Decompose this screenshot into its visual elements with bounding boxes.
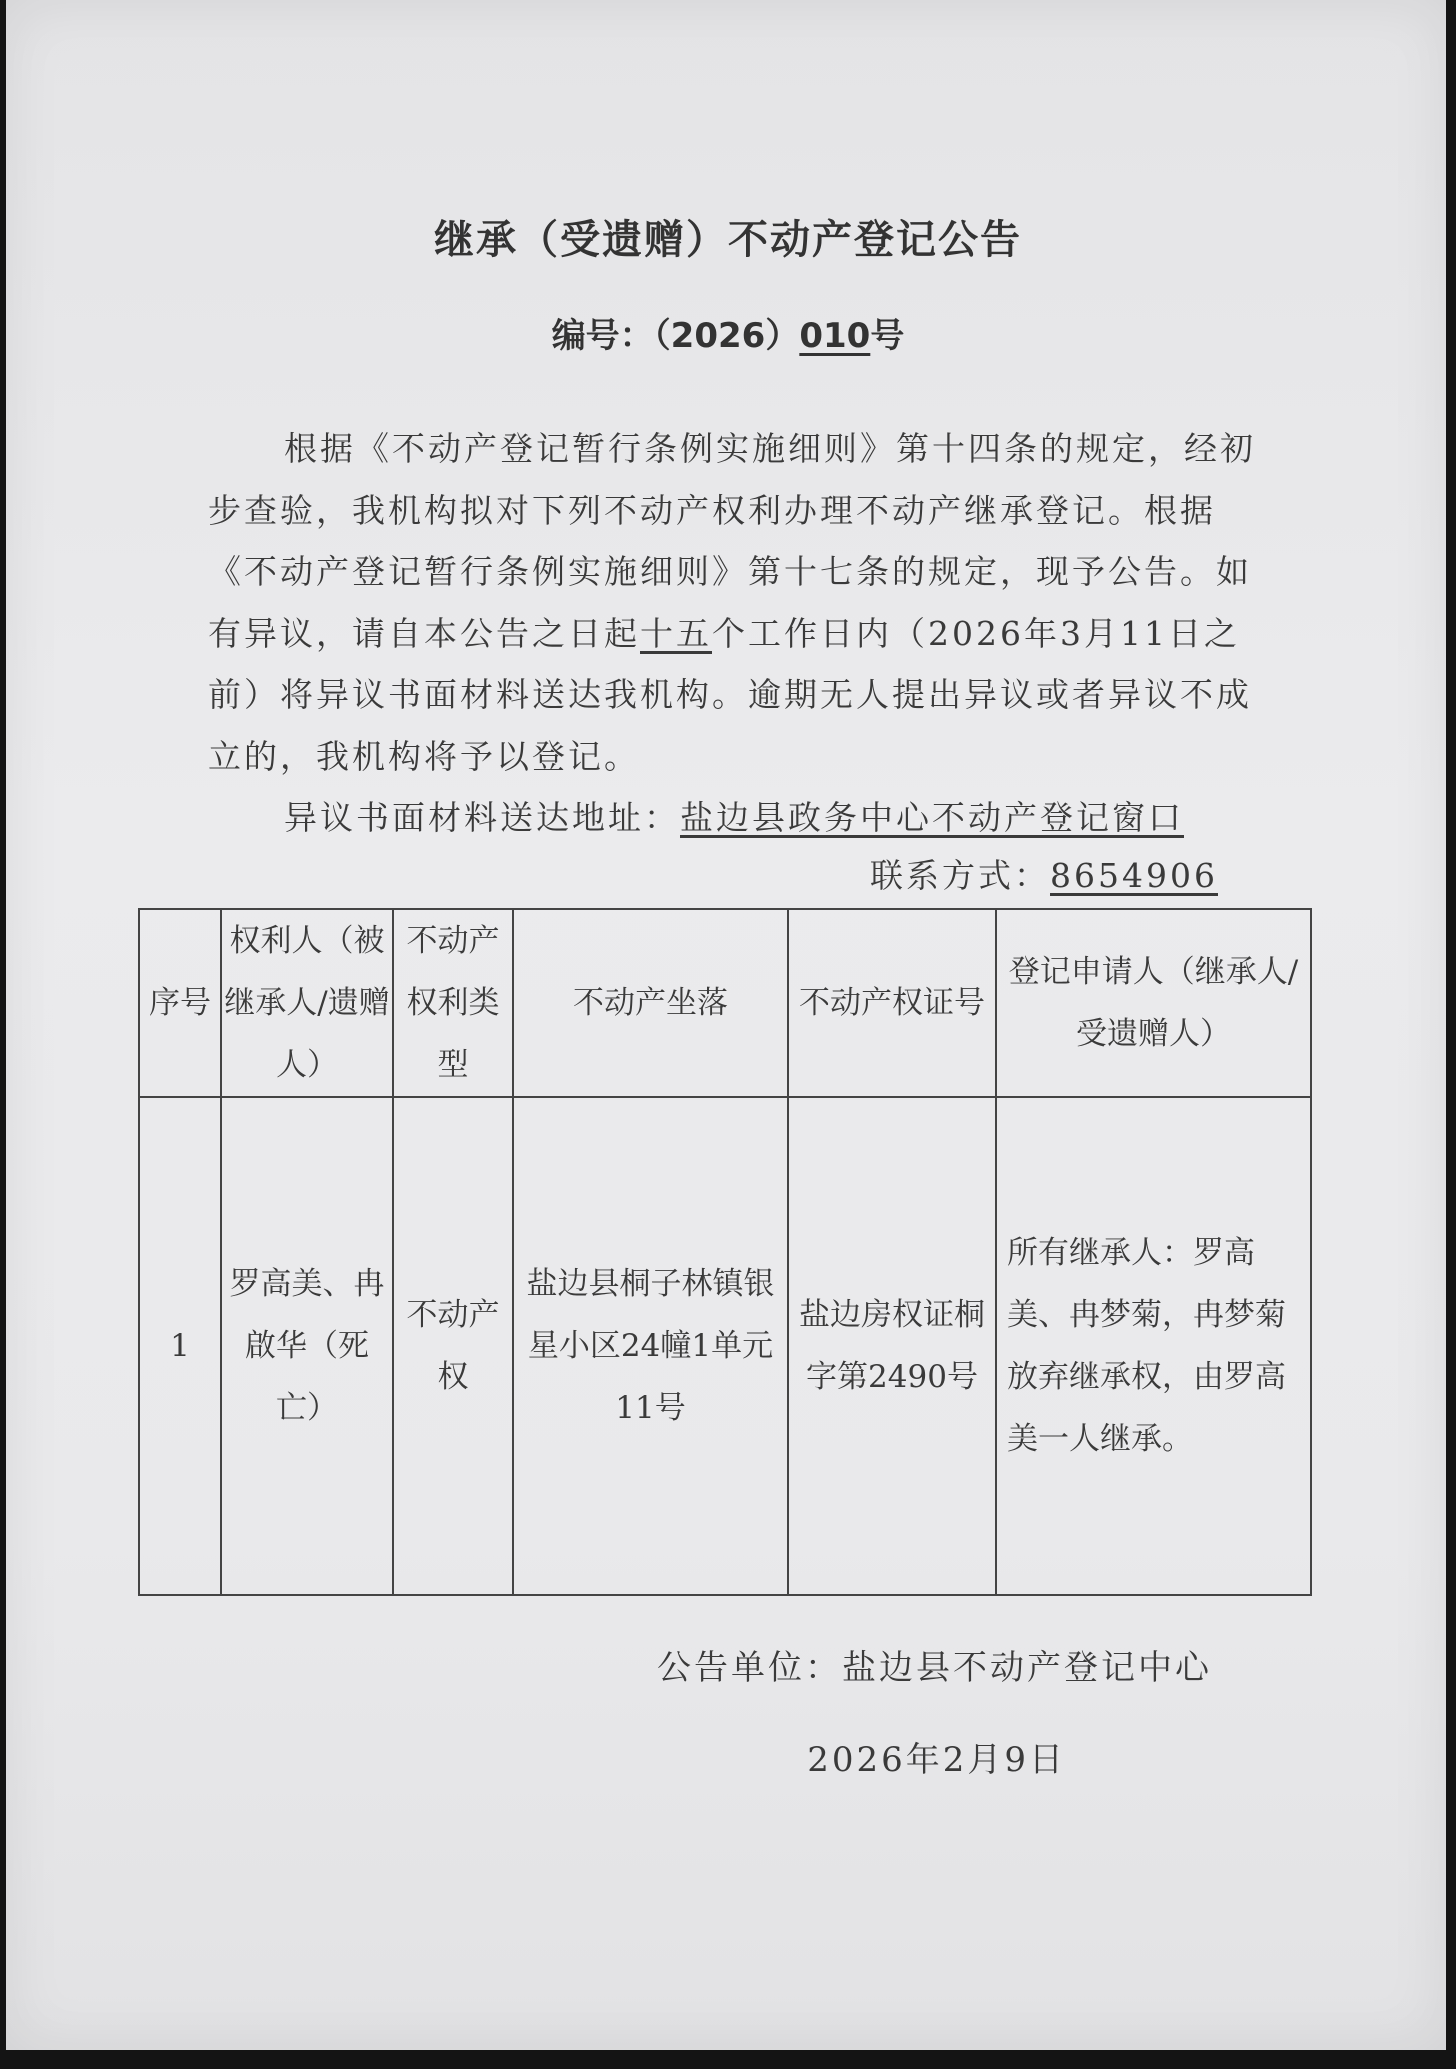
objection-days: 十五 [640,613,712,653]
cell-applicant: 所有继承人：罗高美、冉梦菊，冉梦菊放弃继承权，由罗高美一人继承。 [996,1097,1311,1595]
cell-holder: 罗高美、冉啟华（死亡） [221,1097,393,1595]
address-line [208,787,1258,849]
notice-title: 继承（受遗赠）不动产登记公告 [434,217,1022,263]
notice-body [208,418,1258,849]
contact-value: 8654906 [1050,856,1218,895]
issuer-value: 盐边县不动产登记中心 [842,1648,1212,1688]
address-value: 盐边县政务中心不动产登记窗口 [680,798,1184,837]
contact-label: 联系方式： [870,856,1051,895]
issuer-line [600,1640,1212,1689]
paragraph-text-a: 根据《不动产登记暂行条例实施细则》第十四条的规定，经初步查验，我机构拟对下列不动产权利办理不动产继承登记。根据《不动产登记暂行条例实施细则》第十七条的规定，现予公告。如有异议，请自本公告之日起 [208,429,1256,653]
cell-cert-no: 盐边房权证桐字第2490号 [788,1097,996,1595]
header-right-type: 不动产权利类型 [393,909,513,1097]
header-seq: 序号 [139,909,221,1097]
notice-serial [0,308,1456,357]
paragraph-text-b: 个工作日内（2026年3月11日之前）将异议书面材料送达我机构。逾期无人提出异议或者异议不成立的，我机构将予以登记。 [208,613,1252,776]
address-label: 异议书面材料送达地址： [284,798,680,837]
notice-date: 2026年2月9日 [807,1740,1066,1780]
header-applicant: 登记申请人（继承人/受遗赠人） [996,909,1311,1097]
serial-suffix: 号 [870,316,905,356]
notice-paragraph [208,418,1258,787]
cell-right-type: 不动产权 [393,1097,513,1595]
table-row [139,1097,1311,1595]
issuer-label: 公告单位： [657,1648,842,1688]
cell-seq: 1 [139,1097,221,1595]
registration-table [138,908,1312,1596]
cell-location: 盐边县桐子林镇银星小区24幢1单元11号 [513,1097,788,1595]
header-location: 不动产坐落 [513,909,788,1097]
contact-line [208,850,1218,897]
header-holder: 权利人（被继承人/遗赠人） [221,909,393,1097]
table-header-row [139,909,1311,1097]
serial-number: 010 [799,316,871,356]
serial-prefix: 编号：（2026） [551,316,800,356]
header-cert-no: 不动产权证号 [788,909,996,1097]
